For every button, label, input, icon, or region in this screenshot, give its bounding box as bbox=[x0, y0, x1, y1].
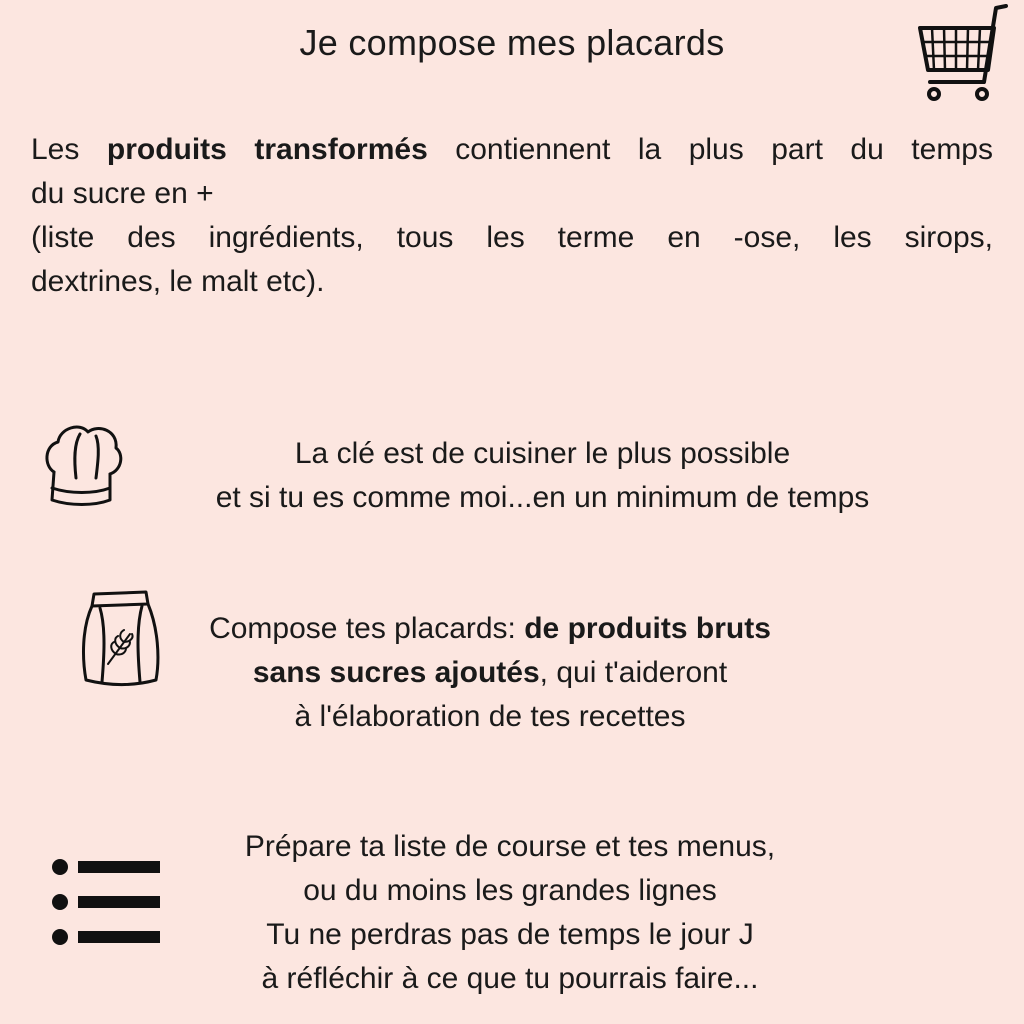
shopping-cart-icon bbox=[916, 2, 1008, 104]
tip-list-line-1: Prépare ta liste de course et tes menus, bbox=[244, 830, 776, 863]
tip-cupboard-line-2: sans sucres ajoutés, qui t'aideront bbox=[252, 656, 728, 689]
tip-cupboard-line-1: Compose tes placards: de produits bruts bbox=[209, 612, 771, 645]
intro-paragraph bbox=[31, 128, 993, 304]
intro-highlight: produits transformés bbox=[106, 133, 428, 166]
intro-line-2: du sucre en + bbox=[31, 177, 214, 210]
intro-line-4: dextrines, le malt etc). bbox=[31, 265, 325, 298]
tip-shopping-list bbox=[180, 825, 840, 1001]
tip-cupboard-highlight-2: sans sucres ajoutés bbox=[252, 656, 540, 689]
tip-cupboard bbox=[170, 607, 810, 739]
tip-cook-line-1: La clé est de cuisiner le plus possible bbox=[294, 437, 791, 470]
tip-list-line-4: à réfléchir à ce que tu pourrais faire... bbox=[261, 962, 759, 995]
tip-cook bbox=[140, 432, 945, 520]
page-title: Je compose mes placards bbox=[299, 22, 725, 63]
list-icon bbox=[50, 855, 162, 949]
tip-cupboard-line-3: à l'élaboration de tes recettes bbox=[294, 700, 686, 733]
tip-list-line-2: ou du moins les grandes lignes bbox=[303, 874, 717, 907]
intro-line-3: (liste des ingrédients, tous les terme en -ose, les sirops, bbox=[31, 221, 993, 254]
tip-cook-line-2: et si tu es comme moi...en un minimum de temps bbox=[215, 481, 870, 514]
chef-hat-icon bbox=[40, 420, 126, 514]
flour-bag-icon bbox=[80, 588, 162, 688]
tip-cupboard-highlight-1: de produits bruts bbox=[524, 612, 771, 645]
tip-list-line-3: Tu ne perdras pas de temps le jour J bbox=[266, 918, 754, 951]
intro-line-1: Les produits transformés contiennent la plus part du temps bbox=[31, 133, 993, 166]
